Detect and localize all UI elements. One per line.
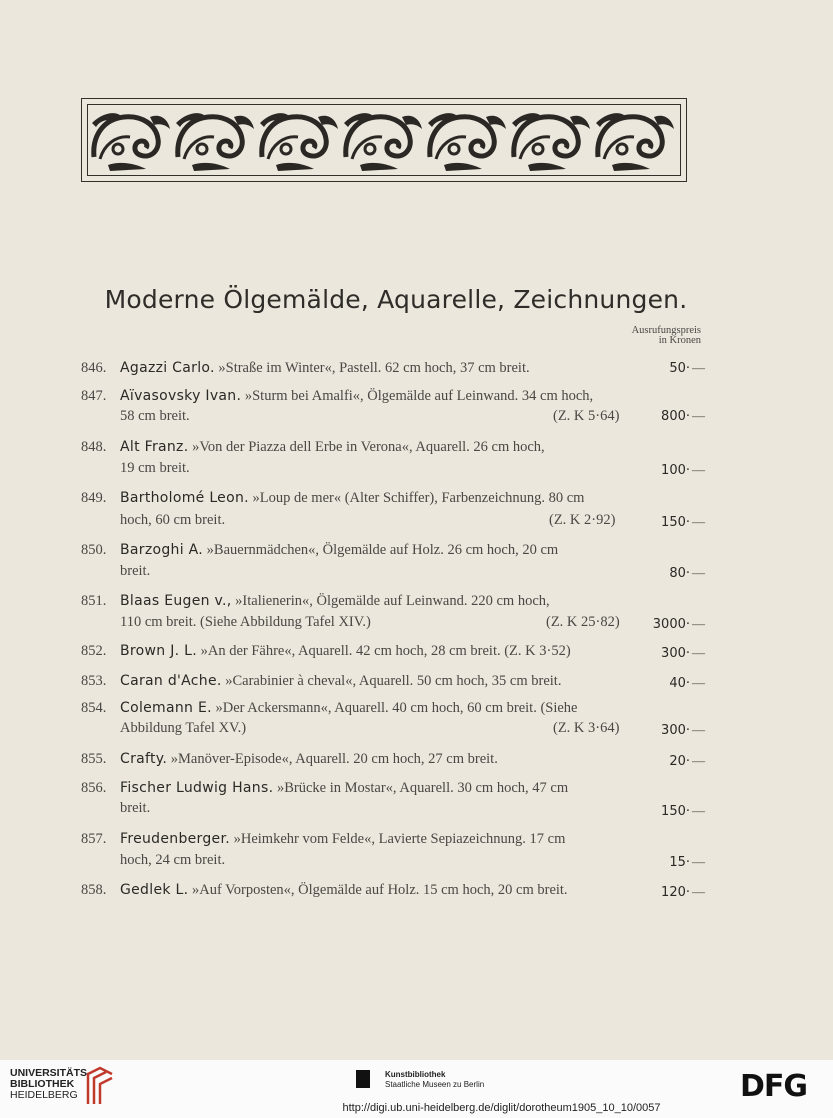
starting-price: 3000· — — [652, 616, 705, 632]
artwork-description: »Sturm bei Amalfi«, Ölgemälde auf Leinwand. 34 cm hoch, — [244, 388, 594, 404]
artwork-description-cont: breit. — [120, 800, 151, 816]
source-url[interactable]: http://digi.ub.uni-heidelberg.de/diglit/dorotheum1905_10_10/0057 — [342, 1102, 661, 1114]
library-emblem-icon — [84, 1066, 116, 1106]
kunstbibliothek-label: Kunstbibliothek Staatliche Museen zu Berlin — [385, 1070, 485, 1089]
lot-number: 850. — [81, 542, 107, 558]
artwork-description-cont: 58 cm breit. — [120, 408, 190, 424]
artwork-description-cont: hoch, 24 cm breit. — [120, 852, 226, 868]
artwork-description: »Straße im Winter«, Pastell. 62 cm hoch, 37 cm breit. — [218, 360, 530, 376]
dfg-logo: DFG — [740, 1069, 808, 1104]
lot-number: 848. — [81, 439, 107, 455]
lot-number: 854. — [81, 700, 107, 716]
artist-name: Caran d'Ache. — [120, 673, 222, 689]
lot-number: 858. — [81, 882, 107, 898]
lot-number: 857. — [81, 831, 107, 847]
starting-price: 300· — — [661, 722, 705, 738]
ornament-scroll-icon — [88, 105, 680, 175]
lot-number: 847. — [81, 388, 107, 404]
artwork-description: »Carabinier à cheval«, Aquarell. 50 cm hoch, 35 cm breit. — [225, 673, 562, 689]
artwork-description: »Bauernmädchen«, Ölgemälde auf Holz. 26 cm hoch, 20 cm — [206, 542, 559, 558]
page-title: Moderne Ölgemälde, Aquarelle, Zeichnungen. — [104, 285, 688, 314]
artist-name: Gedlek L. — [120, 882, 189, 898]
reference-note: (Z. K 3·64) — [553, 720, 620, 736]
starting-price: 150· — — [661, 514, 705, 530]
artwork-description-cont: 19 cm breit. — [120, 460, 190, 476]
artwork-description: »Italienerin«, Ölgemälde auf Leinwand. 220 cm hoch, — [235, 593, 550, 609]
reference-note: (Z. K 5·64) — [553, 408, 620, 424]
starting-price: 100· — — [661, 462, 705, 478]
lot-number: 851. — [81, 593, 107, 609]
artist-name: Colemann E. — [120, 700, 212, 716]
artwork-description: »Auf Vorposten«, Ölgemälde auf Holz. 15 cm hoch, 20 cm breit. — [191, 882, 568, 898]
artist-name: Alt Franz. — [120, 439, 189, 455]
reference-note: (Z. K 25·82) — [546, 614, 620, 630]
ornamental-header-band — [81, 98, 687, 182]
artwork-description: »Loup de mer« (Alter Schiffer), Farbenzeichnung. 80 cm — [252, 490, 585, 506]
artist-name: Agazzi Carlo. — [120, 360, 215, 376]
lot-number: 849. — [81, 490, 107, 506]
reference-note: (Z. K 2·92) — [549, 512, 616, 528]
artist-name: Bartholomé Leon. — [120, 490, 249, 506]
starting-price: 50· — — [669, 360, 705, 376]
artist-name: Fischer Ludwig Hans. — [120, 780, 274, 796]
artwork-description: »Manöver-Episode«, Aquarell. 20 cm hoch, 27 cm breit. — [170, 751, 498, 767]
university-library-logo: UNIVERSITÄTS- BIBLIOTHEK HEIDELBERG — [10, 1067, 91, 1101]
artwork-description-cont: Abbildung Tafel XV.) — [120, 720, 247, 736]
starting-price: 300· — — [661, 645, 705, 661]
artwork-description-cont: 110 cm breit. (Siehe Abbildung Tafel XIV.) — [120, 614, 371, 630]
starting-price: 40· — — [669, 675, 705, 691]
lot-number: 853. — [81, 673, 107, 689]
lot-number: 855. — [81, 751, 107, 767]
artist-name: Freudenberger. — [120, 831, 230, 847]
artwork-description: »An der Fähre«, Aquarell. 42 cm hoch, 28 cm breit. (Z. K 3·52) — [200, 643, 571, 659]
artwork-description-cont: hoch, 60 cm breit. — [120, 512, 226, 528]
starting-price: 80· — — [669, 565, 705, 581]
artist-name: Blaas Eugen v., — [120, 593, 232, 609]
artwork-description-cont: breit. — [120, 563, 151, 579]
artwork-description: »Heimkehr vom Felde«, Lavierte Sepiazeichnung. 17 cm — [233, 831, 566, 847]
artist-name: Aïvasovsky Ivan. — [120, 388, 242, 404]
artist-name: Barzoghi A. — [120, 542, 204, 558]
lot-number: 852. — [81, 643, 107, 659]
artist-name: Brown J. L. — [120, 643, 197, 659]
starting-price: 15· — — [669, 854, 705, 870]
artwork-description: »Von der Piazza dell Erbe in Verona«, Aquarell. 26 cm hoch, — [192, 439, 545, 455]
lot-number: 856. — [81, 780, 107, 796]
lot-number: 846. — [81, 360, 107, 376]
artwork-description: »Brücke in Mostar«, Aquarell. 30 cm hoch, 47 cm — [276, 780, 569, 796]
artwork-description: »Der Ackersmann«, Aquarell. 40 cm hoch, 60 cm breit. (Siehe — [215, 700, 578, 716]
starting-price: 800· — — [661, 408, 705, 424]
starting-price: 150· — — [661, 803, 705, 819]
price-column-header: Ausrufungspreis in Kronen — [631, 325, 701, 346]
starting-price: 120· — — [661, 884, 705, 900]
artist-name: Crafty. — [120, 751, 168, 767]
kunstbibliothek-logo-icon — [356, 1070, 370, 1088]
starting-price: 20· — — [669, 753, 705, 769]
